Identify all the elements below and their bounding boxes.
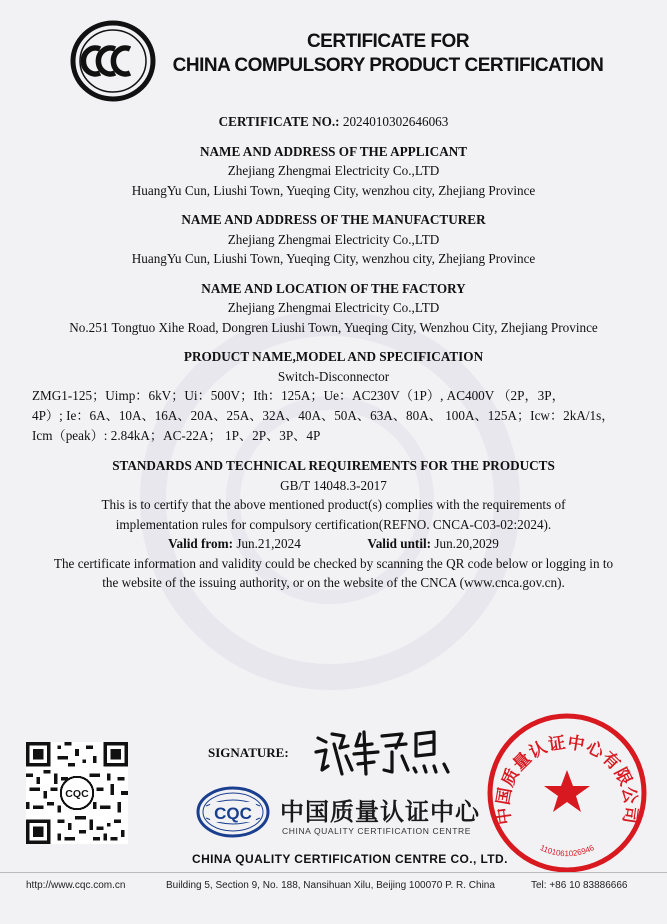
applicant-name: Zhejiang Zhengmai Electricity Co.,LTD	[227, 163, 440, 178]
valid-until-date: Jun.20,2029	[434, 536, 499, 551]
title-line-2: CHINA COMPULSORY PRODUCT CERTIFICATION	[172, 55, 604, 76]
certificate-body	[10, 112, 657, 593]
standards-heading: STANDARDS AND TECHNICAL REQUIREMENTS FOR THE PRODUCTS	[112, 458, 555, 473]
certificate-number-label: CERTIFICATE NO.:	[218, 114, 340, 129]
issuer-name-english: CHINA QUALITY CERTIFICATION CENTRE	[282, 826, 472, 836]
qr-code[interactable]	[26, 742, 128, 844]
svg-text:1101061026946	[538, 843, 596, 858]
validity-row	[10, 534, 657, 554]
issuer-full-name: CHINA QUALITY CERTIFICATION CENTRE CO., LTD.	[192, 852, 508, 866]
issuer-name-chinese: 中国质量认证中心	[280, 798, 480, 826]
footer-address: Building 5, Section 9, No. 188, Nansihuan Xilu, Beijing 100070 P. R. China	[166, 880, 495, 891]
seal-number: 1101061026946	[538, 843, 596, 859]
cqc-logo	[196, 786, 270, 838]
certificate-number-row	[10, 112, 657, 132]
official-seal	[486, 712, 648, 874]
certificate-title	[168, 30, 608, 78]
seal-star-icon	[544, 770, 590, 812]
manufacturer-heading: NAME AND ADDRESS OF THE MANUFACTURER	[181, 212, 486, 227]
certify-statement-1: This is to certify that the above mentioned product(s) complies with the requirements of	[101, 497, 566, 512]
factory-address: No.251 Tongtuo Xihe Road, Dongren Liushi Town, Yueqing City, Wenzhou City, Zhejiang Province	[69, 319, 598, 335]
footer-divider	[0, 872, 667, 873]
spec-line-3: Icm（peak）: 2.84kA；AC-22A； 1P、2P、3P、4P	[32, 428, 321, 443]
signature-label: SIGNATURE:	[208, 745, 289, 760]
footer-website[interactable]: http://www.cqc.com.cn	[26, 880, 126, 891]
verification-note-2: the website of the issuing authority, or on the website of the CNCA (www.cnca.gov.cn).	[102, 575, 565, 590]
ccc-logo	[70, 18, 156, 104]
factory-name: Zhejiang Zhengmai Electricity Co.,LTD	[227, 300, 440, 315]
title-line-1: CERTIFICATE FOR	[306, 31, 470, 52]
spec-line-1: ZMG1-125；Uimp：6kV；Ui：500V；Ith：125A；Ue：AC230V（1P）, AC400V （2P，3P，	[32, 388, 565, 403]
standard-code: GB/T 14048.3-2017	[280, 477, 387, 493]
certify-statement-2: implementation rules for compulsory certification(REFNO. CNCA-C03-02:2024).	[115, 516, 552, 532]
spec-line-2: 4P）; Ie：6A、10A、16A、20A、25A、32A、40A、50A、63A、80A、 100A、125A；Icw：2kA/1s，	[32, 408, 615, 423]
manufacturer-name: Zhejiang Zhengmai Electricity Co.,LTD	[227, 231, 440, 247]
certificate-number: 2024010302646063	[342, 114, 449, 129]
factory-heading: NAME AND LOCATION OF THE FACTORY	[201, 280, 466, 296]
applicant-heading: NAME AND ADDRESS OF THE APPLICANT	[199, 143, 468, 159]
product-name: Switch-Disconnector	[277, 368, 390, 384]
product-specification	[10, 386, 657, 446]
svg-text:CQC: CQC	[65, 787, 89, 800]
applicant-address: HuangYu Cun, Liushi Town, Yueqing City, wenzhou city, Zhejiang Province	[131, 182, 536, 198]
product-heading: PRODUCT NAME,MODEL AND SPECIFICATION	[183, 349, 484, 364]
footer-telephone: Tel: +86 10 83886666	[531, 880, 628, 891]
valid-from-date: Jun.21,2024	[236, 536, 301, 551]
seal-text: 中国质量认证中心有限公司	[493, 732, 641, 826]
manufacturer-address: HuangYu Cun, Liushi Town, Yueqing City, wenzhou city, Zhejiang Province	[131, 251, 536, 266]
valid-until-label: Valid until:	[367, 536, 432, 551]
cqc-logo-text: CQC	[214, 804, 252, 823]
verification-note-1: The certificate information and validity could be checked by scanning the QR code below or logging in to	[53, 555, 614, 571]
handwritten-signature	[312, 726, 462, 780]
valid-from-label: Valid from:	[168, 536, 234, 551]
